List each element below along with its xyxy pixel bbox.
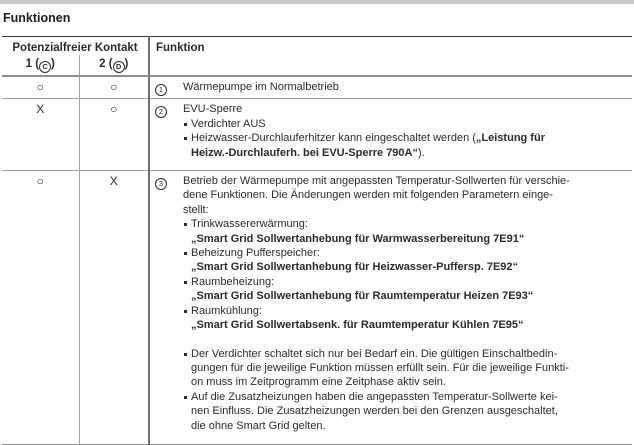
bullet-item <box>183 117 632 131</box>
function-row <box>150 77 632 98</box>
text-run: Der Verdichter schaltet sich nur bei Bedarf ein. Die gültigen Einschaltbedin- <box>191 347 558 360</box>
contact-2-cell <box>79 171 149 445</box>
function-description <box>183 174 632 433</box>
bold-text-run: „Leistung für <box>475 132 545 145</box>
contact-2-symbol: X <box>109 174 118 189</box>
bullet-list <box>183 117 632 160</box>
contact-2-cell <box>79 99 149 171</box>
paragraph <box>183 102 632 116</box>
text-run: Raumkühlung: <box>191 304 262 317</box>
bullet-square-icon <box>184 252 187 255</box>
contact-1-label: 1 ( <box>25 58 40 71</box>
bullet-square-icon <box>184 137 187 140</box>
contact-1-symbol: ○ <box>36 80 44 95</box>
bullet-square-icon <box>184 223 187 226</box>
circled-letter-d-icon: D <box>113 61 125 73</box>
table-row <box>2 171 632 445</box>
funktionen-table <box>2 36 632 445</box>
bullet-text <box>191 131 545 160</box>
text-run: ). <box>418 146 425 159</box>
text-run: Raumbeheizung: <box>191 275 275 288</box>
bullet-text <box>191 347 569 390</box>
text-run: EVU-Sperre <box>183 103 243 116</box>
function-cell <box>149 171 632 445</box>
bullet-item <box>183 304 632 333</box>
function-number <box>150 102 183 160</box>
text-run: Wärmepumpe im Normalbetrieb <box>183 81 339 94</box>
contact-2-label-close: ) <box>124 58 129 71</box>
text-run: Heizwasser-Durchlauferhitzer kann eingeschaltet werden ( <box>191 132 476 145</box>
contact-1-cell <box>2 99 79 171</box>
bullet-item <box>183 347 632 390</box>
text-run: dene Funktionen. Die Änderungen werden mit folgenden Parametern einge- <box>183 189 553 202</box>
bullet-text <box>191 217 524 246</box>
circled-number-icon: 3 <box>155 178 167 190</box>
text-run: Betrieb der Wärmepumpe mit angepassten Temperatur-Sollwerten für verschie- <box>183 175 570 188</box>
contact-2-cell <box>79 76 149 99</box>
contact-1-label-close: ) <box>51 58 55 71</box>
page-top-rule <box>0 0 634 4</box>
contact-2-label: 2 ( <box>99 58 113 71</box>
text-run: stellt: <box>183 203 209 216</box>
bullet-item <box>183 217 632 246</box>
function-number <box>150 80 183 96</box>
text-run: Verdichter AUS <box>191 117 266 130</box>
table-body <box>2 76 632 444</box>
function-description <box>183 80 632 96</box>
table-head <box>2 37 632 77</box>
paragraph <box>183 80 632 94</box>
column-header-funktion: Funktion <box>149 37 632 77</box>
circled-number-icon: 1 <box>155 84 167 96</box>
bullet-text <box>191 275 533 304</box>
bold-text-run: „Smart Grid Sollwertabsenk. für Raumtemperatur Kühlen 7E95“ <box>191 319 524 332</box>
bullet-list <box>183 217 632 332</box>
bullet-text <box>191 117 266 131</box>
bullet-square-icon <box>184 281 187 284</box>
table-row <box>2 99 632 171</box>
function-cell <box>149 99 632 171</box>
contact-1-cell <box>2 76 79 99</box>
bullet-list <box>183 347 632 433</box>
contact-2-symbol: ○ <box>110 102 118 117</box>
bullet-item <box>183 390 632 433</box>
paragraph <box>183 174 632 217</box>
header-row-group <box>2 37 632 56</box>
bullet-square-icon <box>184 123 187 126</box>
bullet-square-icon <box>184 353 187 356</box>
bold-text-run: „Smart Grid Sollwertanhebung für Raumtemperatur Heizen 7E93“ <box>191 290 534 303</box>
bullet-item <box>183 131 632 160</box>
circled-number-icon: 2 <box>155 106 167 118</box>
bullet-square-icon <box>184 396 187 399</box>
bold-text-run: „Smart Grid Sollwertanhebung für Heizwasser-Puffersp. 7E92“ <box>191 261 519 274</box>
bullet-item <box>183 275 632 304</box>
text-run: Trinkwassererwärmung: <box>191 218 308 231</box>
row-spacer <box>183 333 632 347</box>
function-row <box>150 99 632 170</box>
column-subheader-contact-1 <box>2 55 79 76</box>
text-run: die ohne Smart Grid gelten. <box>191 419 326 432</box>
bullet-square-icon <box>184 310 187 313</box>
column-subheader-contact-2 <box>79 55 149 76</box>
text-run: nen Einfluss. Die Zusatzheizungen werden bei den Grenzen ausgeschaltet, <box>191 405 558 418</box>
table-row <box>2 76 632 99</box>
text-run: Auf die Zusatzheizungen haben die angepassten Temperatur-Sollwerte kei- <box>191 390 558 403</box>
bold-text-run: „Smart Grid Sollwertanhebung für Warmwasserbereitung 7E91“ <box>191 232 525 245</box>
bullet-text <box>191 246 518 275</box>
bullet-item <box>183 246 632 275</box>
contact-1-symbol: X <box>36 102 45 117</box>
contact-1-symbol: ○ <box>36 174 44 189</box>
bullet-text <box>191 304 524 333</box>
column-header-potenzialfreier-kontakt: Potenzialfreier Kontakt <box>12 42 138 54</box>
circled-letter-c-icon: C <box>39 61 51 73</box>
bold-text-run: Heizw.-Durchlauferh. bei EVU-Sperre 790A“ <box>191 146 418 159</box>
page-title: Funktionen <box>3 11 71 25</box>
function-row <box>150 171 632 444</box>
text-run: Beheizung Pufferspeicher: <box>191 247 320 260</box>
text-run: gungen für die jeweilige Funktion müssen erfüllt sein. Für die jeweilige Funkti- <box>191 361 569 374</box>
text-run: on muss im Zeitprogramm eine Zeitphase aktiv sein. <box>191 376 446 389</box>
function-number <box>150 174 183 433</box>
contact-2-symbol: ○ <box>110 80 118 95</box>
bullet-text <box>191 390 558 433</box>
function-cell <box>149 76 632 99</box>
function-description <box>183 102 632 160</box>
contact-1-cell <box>2 171 79 445</box>
